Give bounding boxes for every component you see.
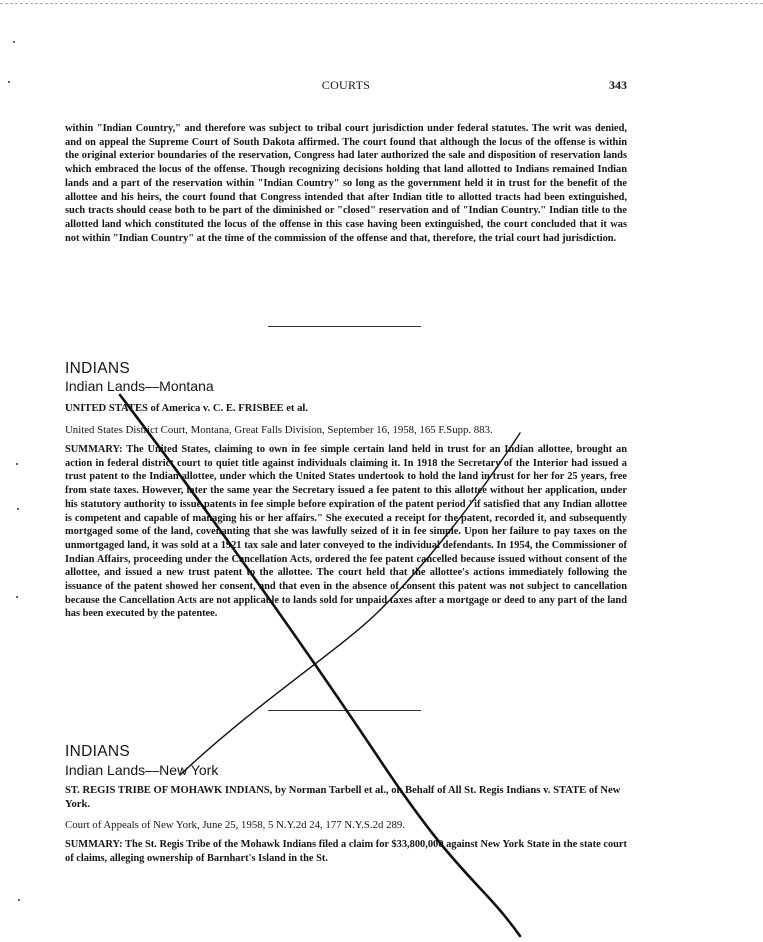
case-title: UNITED STATES of America v. C. E. FRISBEE et al. [65,403,308,414]
court-citation: United States District Court, Montana, Great Falls Division, September 16, 1958, 165 F.Supp. 883. [65,424,493,436]
strike-line-diagonal [120,395,520,936]
section-heading: INDIANS [65,360,130,377]
summary-label: SUMMARY: [65,444,123,455]
strike-line-cross [180,433,520,775]
section-subheading: Indian Lands—New York [65,762,219,778]
summary-label: SUMMARY: [65,839,123,850]
court-citation: Court of Appeals of New York, June 25, 1958, 5 N.Y.2d 24, 177 N.Y.S.2d 289. [65,819,406,831]
section-subheading: Indian Lands—Montana [65,378,214,394]
intro-paragraph: within "Indian Country," and therefore was subject to tribal court jurisdiction under federal statutes. The writ was denied, and on appeal the Supreme Court of South Dakota affirmed. The court found that although the locus of the offense is within the original exterior boundaries of the reservation, Congress had later authorized the sale and disposition of reservation lands which embraced the locus of the offense. Though recognizing decisions holding that land allotted to Indians remained Indian lands and a part of the reservation within "Indian Country" so long as the government held it in trust for the benefit of the allottee and his heirs, the court found that Congress intended that after Indian title to allotted tracts had been extinguished, such tracts should cease both to be part of the diminished or "closed" reservation and of "Indian Country." Indian title to the allotted land which constituted the locus of the offense in this case having been extinguished, the court concluded that it was not within "Indian Country" at the time of the commission of the offense and that, therefore, the trial court had jurisdiction. [65,123,627,244]
case-title: ST. REGIS TRIBE OF MOHAWK INDIANS, by Norman Tarbell et al., on Behalf of All St. Regis Indians v. STATE of New York. [65,785,621,810]
page-number: 343 [609,78,627,92]
running-head-title: COURTS [321,78,371,92]
summary-text: The United States, claiming to own in fee simple certain land held in trust for an Indian allottee, brought an action in federal district court to quiet title against individuals claiming it. In 1918 the Secretary of the Interior had issued a trust patent to the Indian allottee, under which the United States undertook to hold the land in trust for her for 25 years, free from state taxes. However, later the same year the Secretary issued a fee patent to this allottee without her application, under his statutory authority to issue patents in fee simple before expiration of the patent period "if satisfied that any Indian allottee is competent and capable of managing his or her affairs." She executed a receipt for the patent, recorded it, and subsequently mortgaged some of the land, covenanting that she was lawfully seized of it in fee simple. Upon her failure to pay taxes on the unmortgaged land, it was sold at a 1921 tax sale and later conveyed to the individual defendants. In 1954, the Commissioner of Indian Affairs, proceeding under the Cancellation Acts, ordered the fee patent cancelled because issued without consent of the allottee, and issued a new trust patent to the allottee. The court held that the allottee's actions immediately following the issuance of the patent showed her consent, and that even in the absence of consent this patent was not subject to cancellation because the Cancellation Acts are not applicable to lands sold for unpaid taxes after a mortgage or deed to any part of the land has been executed by the patentee. [65,444,627,620]
section-heading: INDIANS [65,743,130,760]
summary-text: The St. Regis Tribe of the Mohawk Indians filed a claim for $33,800,000 against New York State in the state court of claims, alleging ownership of Barnhart's Island in the St. [65,839,627,864]
